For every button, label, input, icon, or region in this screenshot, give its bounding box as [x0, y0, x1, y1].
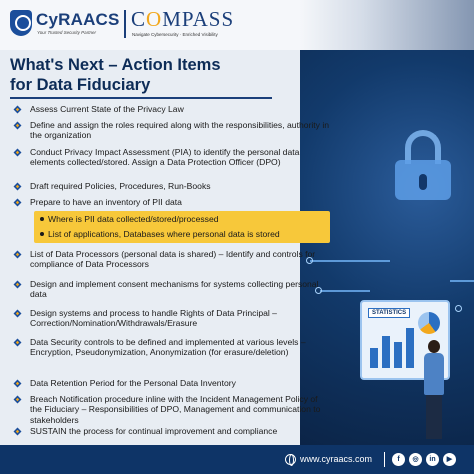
person-figure — [418, 340, 448, 445]
dashboard-bar — [394, 342, 402, 368]
diamond-bullet-icon — [14, 250, 22, 258]
header — [0, 0, 474, 50]
diamond-bullet-icon — [14, 148, 22, 156]
header-photo — [300, 0, 474, 50]
footer — [0, 445, 474, 474]
diamond-bullet-icon — [14, 105, 22, 113]
diamond-bullet-icon — [14, 379, 22, 387]
sub-list-item: Where is PII data collected/stored/processed — [48, 214, 219, 224]
dashboard-title: STATISTICS — [368, 308, 410, 318]
list-item: Data Security controls to be defined and implemented at various levels – Encryption, Pseudonymization, Anonymization (for erasure/deletion) — [30, 337, 330, 358]
diamond-bullet-icon — [14, 280, 22, 288]
instagram-icon[interactable]: ◎ — [409, 453, 422, 466]
sub-list-item: List of applications, Databases where personal data is stored — [48, 229, 280, 239]
dashboard-pie — [418, 312, 440, 334]
compass-logo — [131, 7, 251, 41]
youtube-icon[interactable]: ▶ — [443, 453, 456, 466]
diamond-bullet-icon — [14, 182, 22, 190]
list-item: Prepare to have an inventory of PII data — [30, 197, 330, 207]
diamond-bullet-icon — [14, 309, 22, 317]
lock-icon — [395, 130, 451, 200]
website-link[interactable]: www.cyraacs.com — [300, 454, 373, 464]
facebook-icon[interactable]: f — [392, 453, 405, 466]
list-item: SUSTAIN the process for continual improvement and compliance — [30, 426, 280, 436]
diamond-bullet-icon — [14, 338, 22, 346]
circuit-node — [455, 305, 462, 312]
title-line-2: for Data Fiduciary — [10, 76, 151, 94]
diamond-bullet-icon — [14, 427, 22, 435]
title-underline — [10, 97, 272, 99]
footer-divider — [384, 452, 385, 467]
dashboard-bar — [370, 348, 378, 368]
dashboard-bar — [406, 328, 414, 368]
title-line-1: What's Next – Action Items — [10, 56, 221, 74]
page-title — [10, 55, 235, 95]
list-item: Design systems and process to handle Rights of Data Principal – Correction/Nomination/Withdrawals/Erasure — [30, 308, 330, 329]
header-divider — [124, 10, 126, 38]
list-item: Conduct Privacy Impact Assessment (PIA) to identify the personal data elements collected/stored. Assign a Data Protection Officer (DPO) — [30, 147, 330, 168]
diamond-bullet-icon — [14, 121, 22, 129]
linkedin-icon[interactable]: in — [426, 453, 439, 466]
compass-tagline: Navigate Cybersecurity · Enriched Visibility — [132, 32, 218, 37]
cyraacs-logo — [10, 8, 120, 40]
globe-icon — [285, 454, 296, 465]
list-item: List of Data Processors (personal data is shared) – Identify and controls for compliance of Data Processors — [30, 249, 330, 270]
circuit-line — [450, 280, 474, 282]
shield-icon — [10, 10, 32, 36]
cyraacs-name: CyRAACS — [36, 10, 120, 29]
dashboard-bar — [382, 336, 390, 368]
list-item: Design and implement consent mechanisms for systems collecting personal data — [30, 279, 330, 300]
compass-name: COMPASS — [131, 7, 235, 31]
list-item: Breach Notification procedure inline with the Incident Management Policy of the Fiduciary – Responsibilities of DPO, Management and communication to stakeholders — [30, 394, 330, 425]
diamond-bullet-icon — [14, 395, 22, 403]
list-item: Define and assign the roles required along with the responsibilities, authority in the organization — [30, 120, 330, 141]
list-item: Data Retention Period for the Personal Data Inventory — [30, 378, 330, 388]
cyraacs-tagline: Your Trusted Security Partner — [37, 30, 96, 35]
list-item: Assess Current State of the Privacy Law — [30, 104, 330, 114]
list-item: Draft required Policies, Procedures, Run-Books — [30, 181, 330, 191]
diamond-bullet-icon — [14, 198, 22, 206]
